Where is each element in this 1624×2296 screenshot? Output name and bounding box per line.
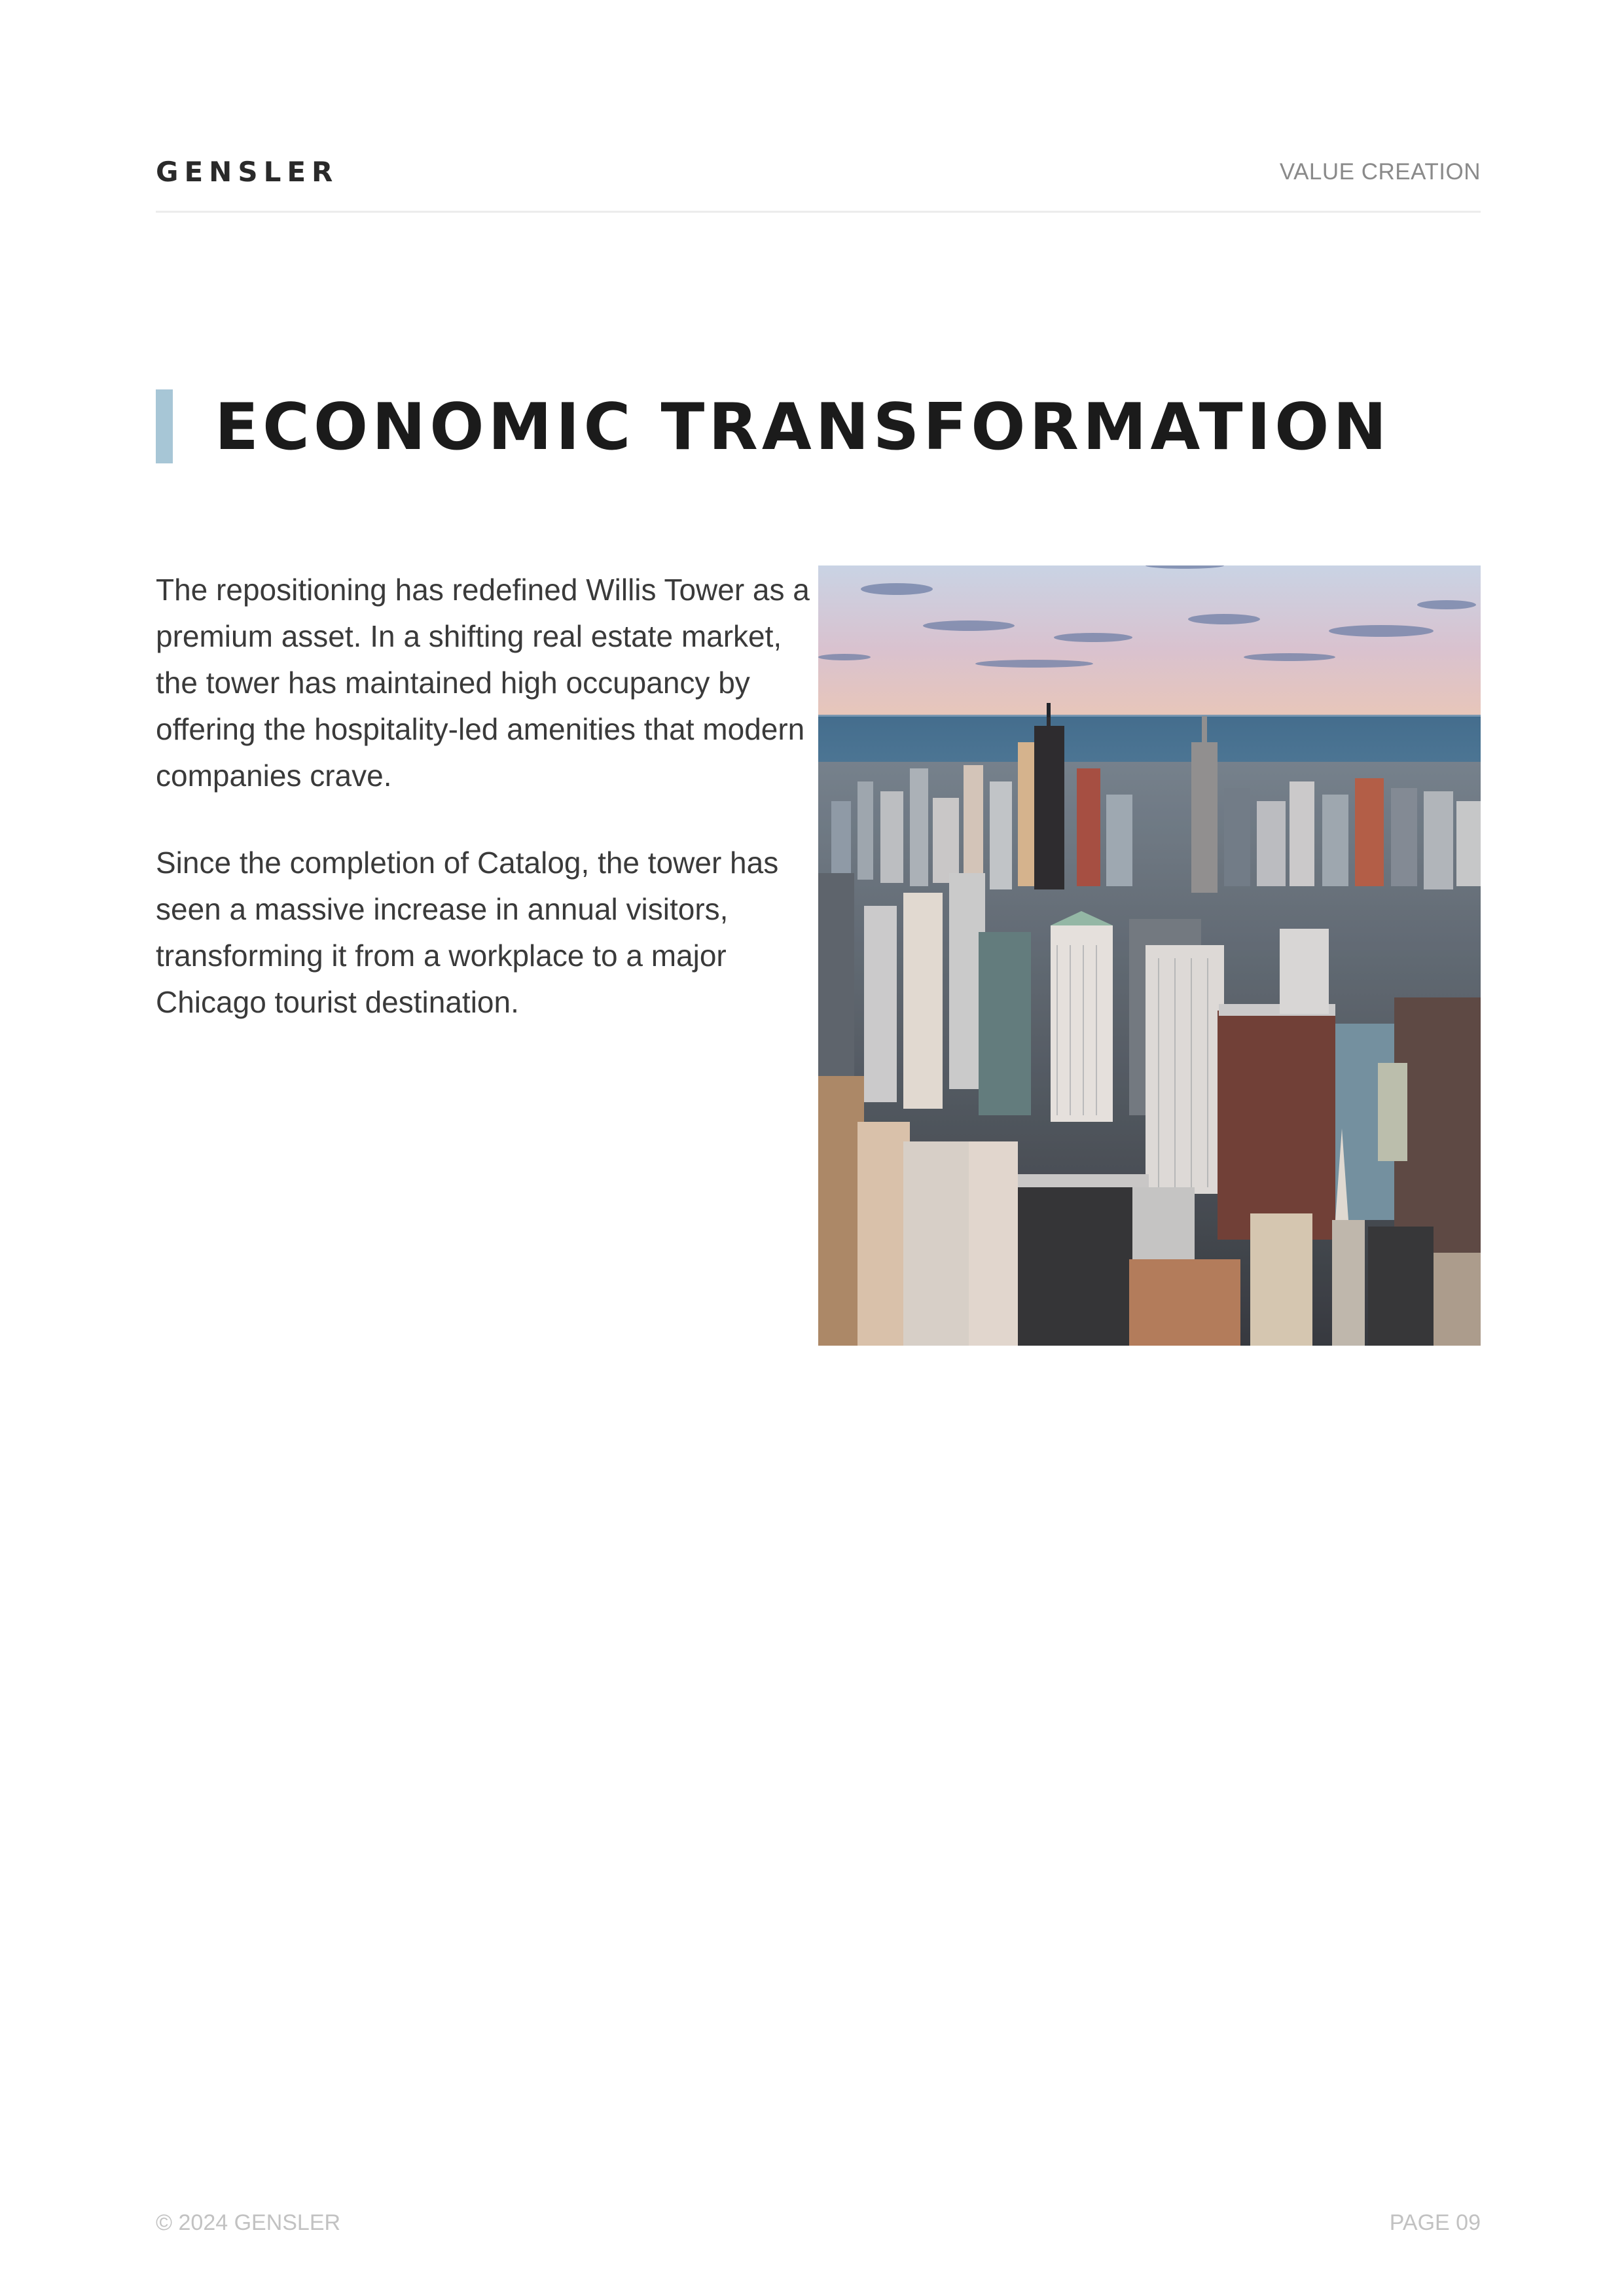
section-label: VALUE CREATION xyxy=(1279,159,1481,185)
footer-page-number: PAGE 09 xyxy=(1389,2210,1481,2235)
body-paragraph: Since the completion of Catalog, the tower has seen a massive increase in annual visitors, transforming it from a workplace to a major Chicago tourist destination. xyxy=(156,846,779,1019)
city-skyline-photo xyxy=(818,565,1481,1346)
title-accent-bar xyxy=(156,389,173,463)
page-header xyxy=(156,154,1481,213)
page-title: ECONOMIC TRANSFORMATION xyxy=(215,390,1391,465)
body-copy xyxy=(156,567,817,1066)
body-paragraph: The repositioning has redefined Willis Tower as a premium asset. In a shifting real estate market, the tower has maintained high occupancy by offering the hospitality-led amenities that modern companies crave. xyxy=(156,573,810,793)
skyline-illustration xyxy=(818,565,1481,1346)
brand-logo-text: GENSLER xyxy=(156,156,339,188)
footer-copyright: © 2024 GENSLER xyxy=(156,2210,341,2235)
